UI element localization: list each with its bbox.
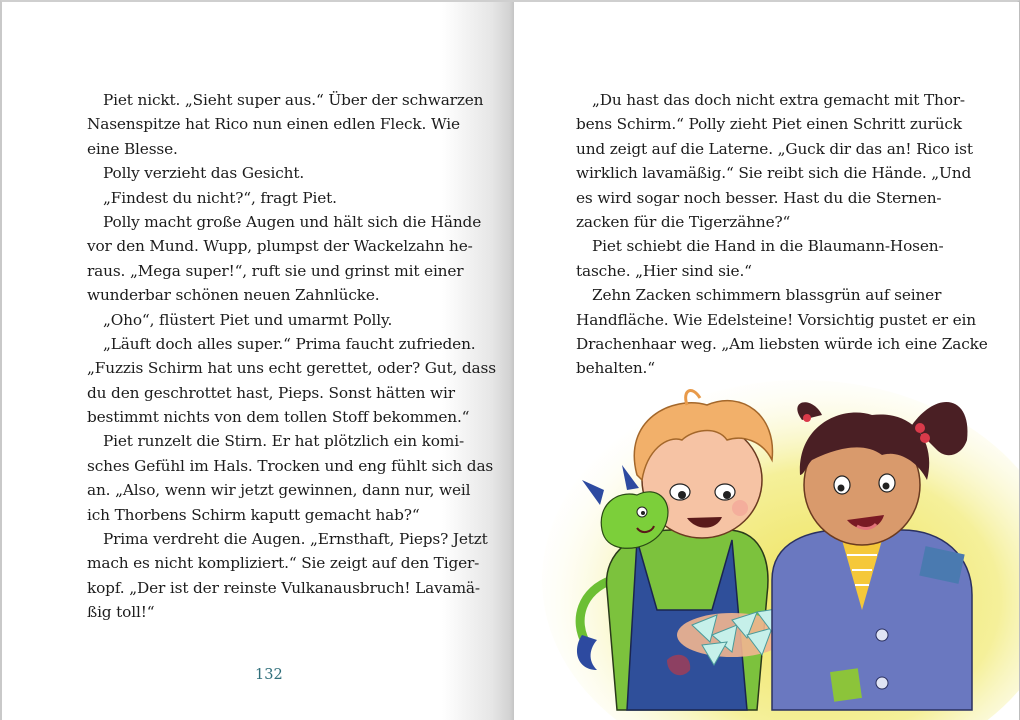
text-line: Handfläche. Wie Edelsteine! Vorsichtig pustet er ein xyxy=(576,310,976,329)
text-line: Piet nickt. „Sieht super aus.“ Über der schwarzen xyxy=(103,91,484,109)
text-line: „Du hast das doch nicht extra gemacht mit Thor- xyxy=(592,91,965,109)
text-line: eine Blesse. xyxy=(87,139,178,158)
text-line: vor den Mund. Wupp, plumpst der Wackelzahn he- xyxy=(87,237,473,256)
text-line: mach es nicht kompliziert.“ Sie zeigt auf den Tiger- xyxy=(87,554,480,573)
left-page-text xyxy=(87,88,496,625)
text-line: kopf. „Der ist der reinste Vulkanausbruch! Lavamä- xyxy=(87,578,480,597)
right-page-text xyxy=(576,88,988,381)
text-line: zacken für die Tigerzähne?“ xyxy=(576,212,791,231)
text-line: du den geschrottet hast, Pieps. Sonst hätten wir xyxy=(87,383,455,402)
text-line: Piet schiebt die Hand in die Blaumann-Hosen- xyxy=(592,237,944,256)
text-line: Prima verdreht die Augen. „Ernsthaft, Pieps? Jetzt xyxy=(103,530,488,549)
text-line: es wird sogar noch besser. Hast du die Sternen- xyxy=(576,188,942,207)
text-line: „Findest du nicht?“, fragt Piet. xyxy=(103,188,337,207)
text-line: behalten.“ xyxy=(576,359,655,378)
text-line: sches Gefühl im Hals. Trocken und eng fühlt sich das xyxy=(87,456,494,475)
text-line: Zehn Zacken schimmern blassgrün auf seiner xyxy=(592,286,942,305)
page-number: 132 xyxy=(255,667,283,683)
text-line: bestimmt nichts von dem tollen Stoff bekommen.“ xyxy=(87,408,470,427)
text-line: Drachenhaar weg. „Am liebsten würde ich eine Zacke xyxy=(576,334,988,353)
text-line: Polly macht große Augen und hält sich die Hände xyxy=(103,212,482,231)
illustration-svg xyxy=(542,380,1019,720)
text-line: „Oho“, flüstert Piet und umarmt Polly. xyxy=(103,310,393,329)
children-with-dragon-illustration xyxy=(542,380,1019,720)
text-line: „Fuzzis Schirm hat uns echt gerettet, oder? Gut, dass xyxy=(87,359,496,378)
text-line: ßig toll!“ xyxy=(87,603,155,622)
text-line: und zeigt auf die Laterne. „Guck dir das an! Rico ist xyxy=(576,139,973,158)
text-line: bens Schirm.“ Polly zieht Piet einen Schritt zurück xyxy=(576,115,962,134)
text-line: wirklich lavamäßig.“ Sie reibt sich die Hände. „Und xyxy=(576,164,972,183)
text-line: Polly verzieht das Gesicht. xyxy=(103,164,305,183)
text-line: Nasenspitze hat Rico nun einen edlen Fleck. Wie xyxy=(87,115,460,134)
text-line: „Läuft doch alles super.“ Prima faucht zufrieden. xyxy=(103,334,476,353)
text-line: tasche. „Hier sind sie.“ xyxy=(576,261,752,280)
text-line: ich Thorbens Schirm kaputt gemacht hab?“ xyxy=(87,505,420,524)
text-line: raus. „Mega super!“, ruft sie und grinst mit einer xyxy=(87,261,464,280)
text-line: wunderbar schönen neuen Zahnlücke. xyxy=(87,286,380,305)
text-line: an. „Also, wenn wir jetzt gewinnen, dann nur, weil xyxy=(87,481,471,500)
text-line: Piet runzelt die Stirn. Er hat plötzlich ein komi- xyxy=(103,432,464,451)
